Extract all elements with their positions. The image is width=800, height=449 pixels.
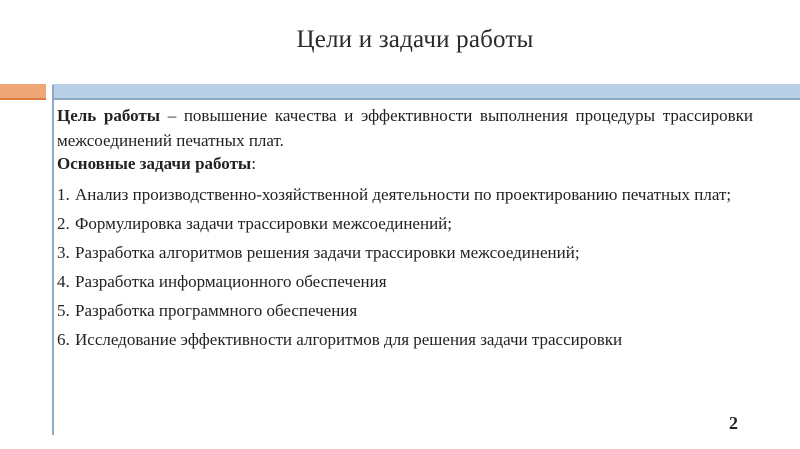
task-item-2 (57, 212, 757, 236)
task-text: Разработка алгоритмов решения задачи трассировки межсоединений; (75, 243, 580, 262)
slide-title: Цели и задачи работы (296, 26, 534, 53)
task-text: Формулировка задачи трассировки межсоединений; (75, 214, 452, 233)
header-accent-bar-orange (0, 84, 46, 100)
page-number: 2 (729, 413, 738, 433)
header-accent-bar-blue (52, 84, 800, 100)
task-list (57, 183, 757, 357)
task-item-6 (57, 328, 757, 352)
task-text: Анализ производственно-хозяйственной деятельности по проектированию печатных плат; (75, 185, 732, 204)
task-number: 2. (57, 214, 70, 233)
task-text: Разработка программного обеспечения (75, 301, 358, 320)
task-item-1 (57, 183, 757, 207)
tasks-heading-label: Основные задачи работы (57, 154, 252, 173)
goal-label: Цель работы (57, 106, 161, 125)
task-number: 3. (57, 243, 70, 262)
task-item-5 (57, 299, 757, 323)
task-number: 5. (57, 301, 70, 320)
goal-paragraph (57, 103, 753, 153)
task-item-4 (57, 270, 757, 294)
task-number: 4. (57, 272, 70, 291)
tasks-heading-suffix: : (251, 154, 256, 173)
task-number: 6. (57, 330, 70, 349)
task-number: 1. (57, 185, 70, 204)
goal-text: – повышение качества и эффективности выполнения процедуры трассировки межсоединений печатных плат. (57, 106, 753, 150)
task-text: Разработка информационного обеспечения (75, 272, 387, 291)
tasks-heading (57, 153, 256, 175)
left-vertical-rule (52, 85, 54, 435)
task-text: Исследование эффективности алгоритмов для решения задачи трассировки (75, 330, 623, 349)
task-item-3 (57, 241, 757, 265)
